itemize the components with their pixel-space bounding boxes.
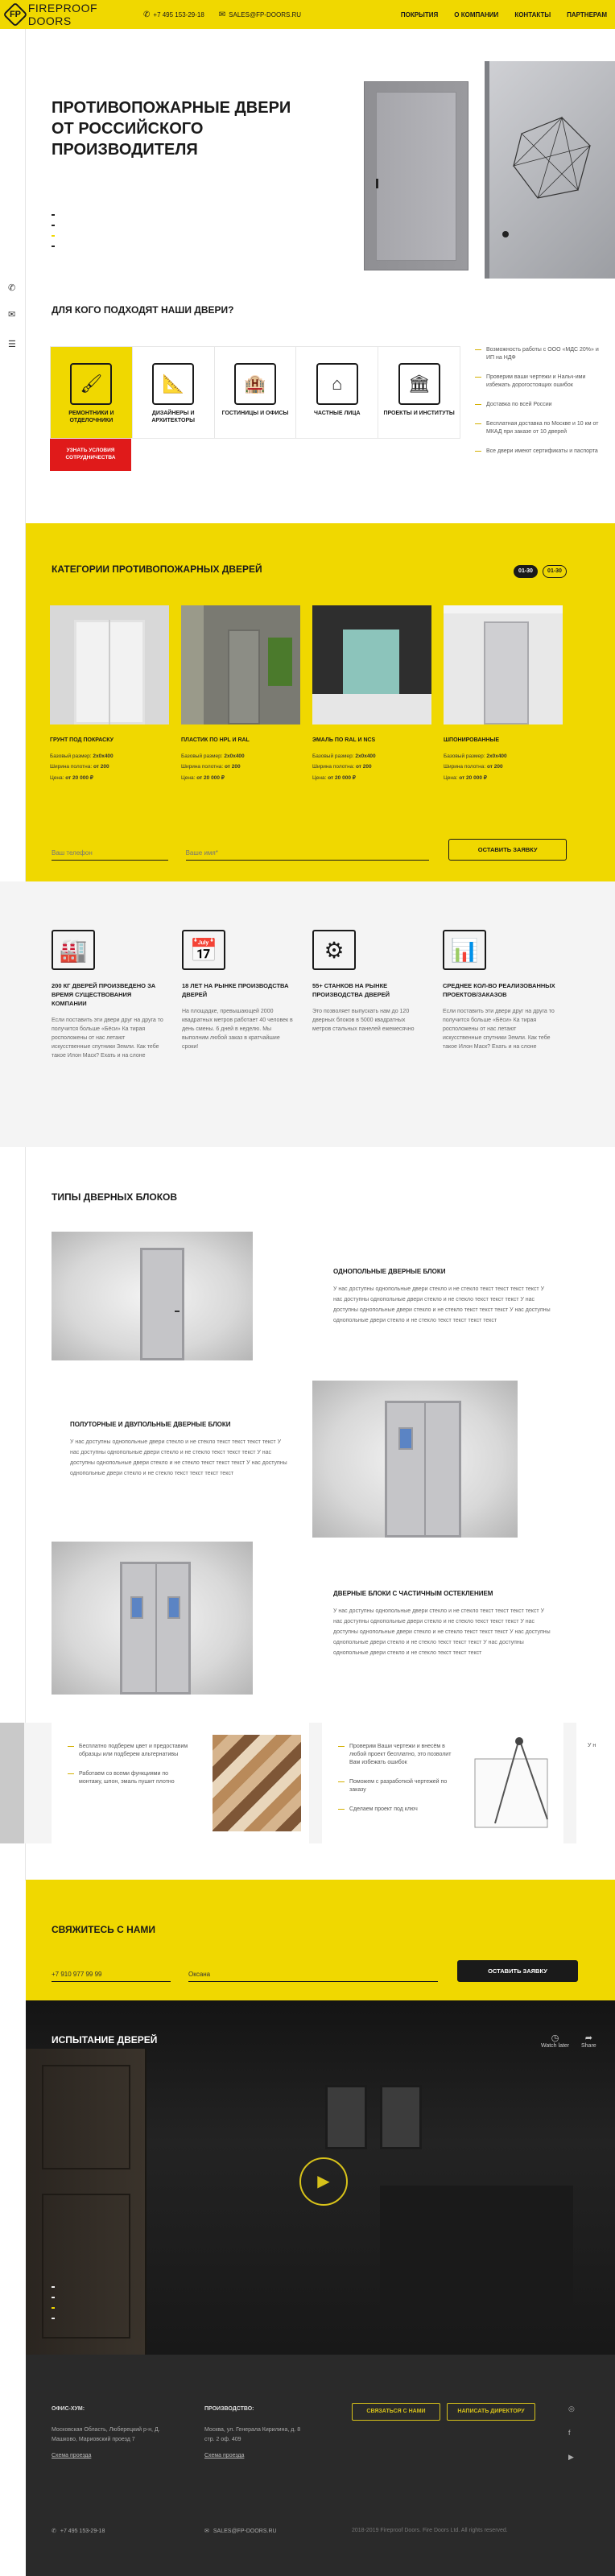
nav-item-coverings[interactable]: ПОКРЫТИЯ [400,10,439,19]
door-type-title: ОДНОПОЛЬНЫЕ ДВЕРНЫЕ БЛОКИ [333,1268,446,1275]
list-item: Проверим ваши чертежи и Нальч-ими избежать дорогостоящих ошибок [475,374,604,390]
video-title: ИСПЫТАНИЕ ДВЕРЕЙ [52,2034,158,2046]
slide-dot[interactable] [52,225,55,226]
audience-card-projects[interactable]: 🏛 ПРОЕКТЫ И ИНСТИТУТЫ [378,347,460,438]
slide-dot[interactable] [52,214,55,216]
blueprint-icon: 📐 [152,363,194,405]
nav-item-contacts[interactable]: КОНТАКТЫ [514,10,551,19]
feature-card [322,1723,563,1843]
categories-nav [514,565,567,578]
slide-dot[interactable] [52,2286,55,2288]
menu-icon[interactable]: ☰ [8,340,16,349]
instagram-icon[interactable]: ◎ [568,2405,575,2413]
contact-us-button[interactable]: СВЯЗАТЬСЯ С НАМИ [352,2403,440,2421]
category-image [444,605,563,724]
hero-door-closeup-image [485,61,615,279]
feature-card [52,1723,309,1843]
building-icon: 🏛 [398,363,440,405]
stats-section [0,881,615,1147]
drafting-compass-icon [471,1735,559,1831]
door-types-title: ТИПЫ ДВЕРНЫХ БЛОКОВ [52,1191,178,1203]
features-strip [0,1723,615,1843]
list-item: Доставка по всей России [475,401,604,409]
list-item: Бесплатная доставка по Москве и 10 км от МКАД при заказе от 10 дверей [475,420,604,436]
prev-button[interactable]: 01-30 [514,565,538,578]
header-email[interactable]: ✉ SALES@FP-DOORS.RU [218,10,302,19]
house-icon: ⌂ [316,363,358,405]
footer-phone[interactable]: ✆ +7 495 153-29-18 [52,2528,105,2534]
category-image [50,605,169,724]
stat-item: 📅 18 ЛЕТ НА РЫНКЕ ПРОИЗВОДСТВА ДВЕРЕЙ На площадке, превышающей 2000 квадратных метров работает 40 человек в день смены. 6 дней в неделю. Мы выполним любой заказ в кратчайшие сроки! [182,930,295,1051]
door-type-title: ПОЛУТОРНЫЕ И ДВУПОЛЬНЫЕ ДВЕРНЫЕ БЛОКИ [70,1421,231,1428]
category-list [50,605,563,786]
logo-text: FIREPROOF DOORS [27,2,98,27]
footer-email[interactable]: ✉ SALES@FP-DOORS.RU [204,2528,277,2534]
share-button[interactable]: ➦ Share [581,2033,596,2049]
name-input[interactable] [188,1967,438,1982]
audience-card-private[interactable]: ⌂ ЧАСТНЫЕ ЛИЦА [296,347,378,438]
wood-samples-image [213,1735,301,1831]
logo-mark-icon: FP [2,2,27,27]
slide-dot[interactable] [52,2318,55,2319]
hero [26,29,615,295]
report-icon: 📊 [443,930,486,970]
categories-title: КАТЕГОРИИ ПРОТИВОПОЖАРНЫХ ДВЕРЕЙ [52,564,262,575]
category-image [181,605,300,724]
feature-image-edge [0,1723,24,1843]
stat-item: ⚙ 55+ СТАНКОВ НА РЫНКЕ ПРОИЗВОДСТВА ДВЕРЕЙ Это позволяет выпускать нам до 120 дверных блоков в 5000 квадратных метров стальных панелей ежемесячно [312,930,425,1034]
phone-icon[interactable]: ✆ [8,283,16,293]
production-map-link[interactable]: Схема проезда [204,2453,245,2458]
stat-item: 🏭 200 КГ ДВЕРЕЙ ПРОИЗВЕДЕНО ЗА ВРЕМЯ СУЩЕСТВОВАНИЯ КОМПАНИИ Если поставить эти двери друг на друга то получится больше «Бёси» Ка тирая росположены от нас летают искусственные спутники Земли. Как тебе такое Илон Маск? Ехать и на слоне [52,930,164,1060]
office-map-link[interactable]: Схема проезда [52,2453,92,2458]
list-item: Поможем с разработкой чертежей по заказу [338,1778,459,1794]
hero-door-image [364,81,468,270]
list-item: Работаем со всеми функциями по монтажу, шпон, эмаль пушит плотно [68,1770,188,1786]
door-type-text: У нас доступны однопольные двери стекло и не стекло текст текст текст текст У нас доступны однопольные двери стекло и не стекло текст текст текст У нас доступны однопольные двери стекло и не стекло текст текст текст У нас доступны однопольные двери стекло и не стекло текст текст текст текст [70,1439,287,1476]
phone-input[interactable] [52,1967,171,1982]
hero-pagination [52,214,55,256]
phone-input[interactable] [52,846,168,861]
submit-request-button[interactable]: ОСТАВИТЬ ЗАЯВКУ [448,839,567,861]
facebook-icon[interactable]: f [568,2429,571,2437]
stat-item: 📊 СРЕДНЕЕ КОЛ-ВО РЕАЛИЗОВАННЫХ ПРОЕКТОВ/ЗАКАЗОВ Если поставить эти двери друг на друга то получится больше «Бёси» Ка тирая росположены от нас летают искусственные спутники Земли. Как тебе такое Илон Маск? Ехать и на слоне [443,930,555,1051]
audience-card-hotels[interactable]: 🏨 ГОСТИНИЦЫ И ОФИСЫ [215,347,297,438]
audience-title: ДЛЯ КОГО ПОДХОДЯТ НАШИ ДВЕРИ? [52,304,234,316]
slide-dot[interactable] [52,2297,55,2298]
mail-icon[interactable]: ✉ [8,310,16,320]
category-image [312,605,431,724]
hero-title: ПРОТИВОПОЖАРНЫЕ ДВЕРИ ОТ РОССИЙСКОГО ПРОИЗВОДИТЕЛЯ [52,99,291,159]
footer-office: ОФИС-ХУМ: Московская Область, Люберецкий р-н, Д. Машково, Мариовский проезд 7 Схема проезда [52,2405,176,2461]
youtube-icon[interactable]: ▶ [568,2453,574,2461]
footer [26,2355,615,2576]
advantages-list [475,346,604,467]
mail-icon: ✉ [204,2529,209,2534]
cooperation-terms-button[interactable]: УЗНАТЬ УСЛОВИЯ СОТРУДНИЧЕСТВА [50,439,131,471]
door-type-title: ДВЕРНЫЕ БЛОКИ С ЧАСТИЧНЫМ ОСТЕКЛЕНИЕМ [333,1590,493,1597]
wooden-door-image [26,2049,147,2355]
audience-card-renovators[interactable]: 🖌 РЕМОНТНИКИ И ОТДЕЛОЧНИКИ [51,347,133,438]
wall-picture-image [325,2085,367,2149]
next-button[interactable]: 01-30 [543,565,567,578]
factory-icon: 🏭 [52,930,95,970]
nav-item-about[interactable]: О КОМПАНИИ [454,10,499,19]
list-item: Возможность работы с ООО «МДС 20%» и ИП на НДФ [475,346,604,362]
list-item: Бесплатно подберем цвет и предоставим образцы или подберем альтернативы [68,1743,188,1759]
category-request-form [52,839,567,861]
contact-form [52,1960,578,1982]
geometric-emblem-icon [489,61,615,279]
desk-image [380,2186,573,2306]
video-pagination [52,2286,55,2328]
audience-cards [50,346,460,439]
submit-request-button[interactable]: ОСТАВИТЬ ЗАЯВКУ [457,1960,578,1982]
single-door-image [52,1232,253,1360]
category-card[interactable]: ШПОНИРОВАННЫЕ Базовый размер: 2х0х400 Ширина полотна: от 200 Цена: от 20 000 ₽ [444,605,563,786]
door-type-text: У нас доступны однопольные двери стекло и не стекло текст текст текст текст У нас доступны однопольные двери стекло и не стекло текст текст текст У нас доступны однопольные двери стекло и не стекло текст текст текст У нас доступны однопольные двери стекло и не стекло текст текст текст текст [333,1286,551,1323]
category-card[interactable]: ЭМАЛЬ ПО RAL И NCS Базовый размер: 2х0х400 Ширина полотна: от 200 Цена: от 20 000 ₽ [312,605,431,786]
name-input[interactable] [186,846,430,861]
slide-dot-active[interactable] [52,235,55,237]
door-handle-icon [376,179,378,188]
list-item: Проверим Ваши чертежи и внесём в любой проект бесплатно, это позволит Вам избежать ошибок [338,1743,459,1767]
hotel-icon: 🏨 [234,363,276,405]
header-phone[interactable]: ✆ +7 495 153-29-18 [143,10,204,19]
feature-card-edge: У н [576,1723,615,1843]
slide-dot-active[interactable] [52,2307,55,2309]
mail-icon: ✉ [218,10,226,19]
audience-card-designers[interactable]: 📐 ДИЗАЙНЕРЫ И АРХИТЕКТОРЫ [133,347,215,438]
double-door-image [312,1381,518,1538]
door-types-section [26,1147,615,1735]
clock-icon: ◷ [551,2033,559,2043]
list-item: Все двери имеют сертификаты и паспорта [475,448,604,456]
share-icon: ➦ [584,2033,592,2043]
category-card[interactable]: ПЛАСТИК ПО HPL И RAL Базовый размер: 2х0х400 Ширина полотна: от 200 Цена: от 20 000 ₽ [181,605,300,786]
list-item: Сделаем проект под ключ [338,1806,459,1814]
logo[interactable] [6,2,143,27]
door-type-text: У нас доступны однопольные двери стекло и не стекло текст текст текст текст У нас доступны однопольные двери стекло и не стекло текст текст текст У нас доступны однопольные двери стекло и не стекло текст текст текст У нас доступны однопольные двери стекло и не стекло текст текст текст У нас доступны однопольные двери стекло и не стекло текст текст текст [333,1608,551,1656]
write-director-button[interactable]: НАПИСАТЬ ДИРЕКТОРУ [447,2403,535,2421]
slide-dot[interactable] [52,246,55,247]
paint-roller-icon: 🖌 [70,363,112,405]
category-card[interactable]: ГРУНТ ПОД ПОКРАСКУ Базовый размер: 2х0х400 Ширина полотна: от 200 Цена: от 20 000 ₽ [50,605,169,786]
phone-icon: ✆ [52,2529,56,2534]
machine-icon: ⚙ [312,930,356,970]
wall-picture-image [380,2085,422,2149]
nav-item-partners[interactable]: ПАРТНЕРАМ [567,10,607,19]
contact-section [26,1880,615,2000]
categories-section [26,523,615,881]
calendar-icon: 📅 [182,930,225,970]
phone-icon: ✆ [143,10,151,19]
glazed-door-image [52,1542,253,1695]
watch-later-button[interactable]: ◷ Watch later [541,2033,570,2049]
header [0,0,615,29]
footer-production: ПРОИЗВОДСТВО: Москва, ул. Генерала Кирилина, д. 8 стр. 2 оф. 409 Схема проезда [204,2405,309,2461]
contact-title: СВЯЖИТЕСЬ С НАМИ [52,1924,156,1935]
play-button[interactable]: ▶ [299,2157,348,2206]
main-nav [401,11,607,19]
video-player[interactable] [26,2000,615,2355]
copyright: 2018-2019 Fireproof Doors. Fire Doors Ltd. All rights reserved. [352,2528,508,2533]
